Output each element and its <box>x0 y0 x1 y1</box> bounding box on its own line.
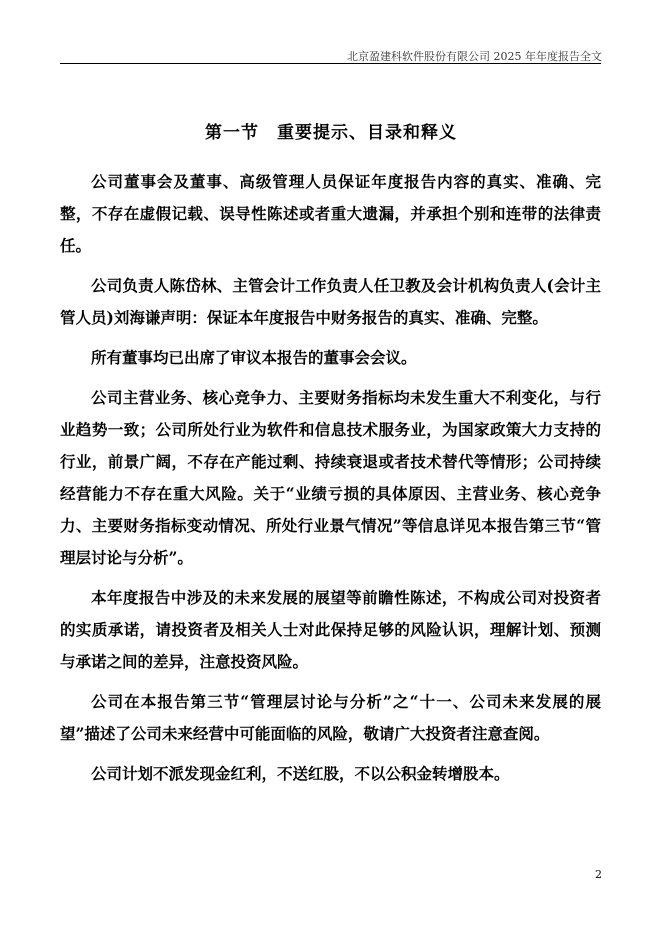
paragraph-accuracy-statement: 公司董事会及董事、高级管理人员保证年度报告内容的真实、准确、完整，不存在虚假记载、误导性陈述或者重大遗漏，并承担个别和连带的法律责任。 <box>60 172 601 255</box>
paragraph-dividend-plan: 公司计划不派发现金红利，不送红股，不以公积金转增股本。 <box>91 764 510 783</box>
paragraph-risk-notice: 公司在本报告第三节“管理层讨论与分析”之“十一、公司未来发展的展望”描述了公司未来经营中可能面临的风险，敬请广大投资者注意查阅。 <box>60 692 601 743</box>
paragraph-forward-looking: 本年度报告中涉及的未来发展的展望等前瞻性陈述，不构成公司对投资者的实质承诺，请投资者及相关人士对此保持足够的风险认识，理解计划、预测与承诺之间的差异，注意投资风险。 <box>60 588 601 671</box>
document-body <box>60 166 601 798</box>
paragraph-business-status: 公司主营业务、核心竞争力、主要财务指标均未发生重大不利变化，与行业趋势一致；公司所处行业为软件和信息技术服务业，为国家政策大力支持的行业，前景广阔，不存在产能过剩、持续衰退或者技术替代等情形；公司持续经营能力不存在重大风险。关于“业绩亏损的具体原因、主营业务、核心竞争力、主要财务指标变动情况、所处行业景气情况”等信息详见本报告第三节“管理层讨论与分析”。 <box>60 388 601 567</box>
section-title: 第一节 重要提示、目录和释义 <box>205 123 457 143</box>
document-header: 北京盈建科软件股份有限公司 2025 年年度报告全文 <box>347 50 602 63</box>
paragraph-board-attendance: 所有董事均已出席了审议本报告的董事会会议。 <box>91 348 417 367</box>
paragraph-responsible-persons: 公司负责人陈岱林、主管会计工作负责人任卫教及会计机构负责人(会计主管人员)刘海谦声明：保证本年度报告中财务报告的真实、准确、完整。 <box>60 276 601 327</box>
page-number: 2 <box>595 868 602 881</box>
header-divider <box>60 63 601 64</box>
